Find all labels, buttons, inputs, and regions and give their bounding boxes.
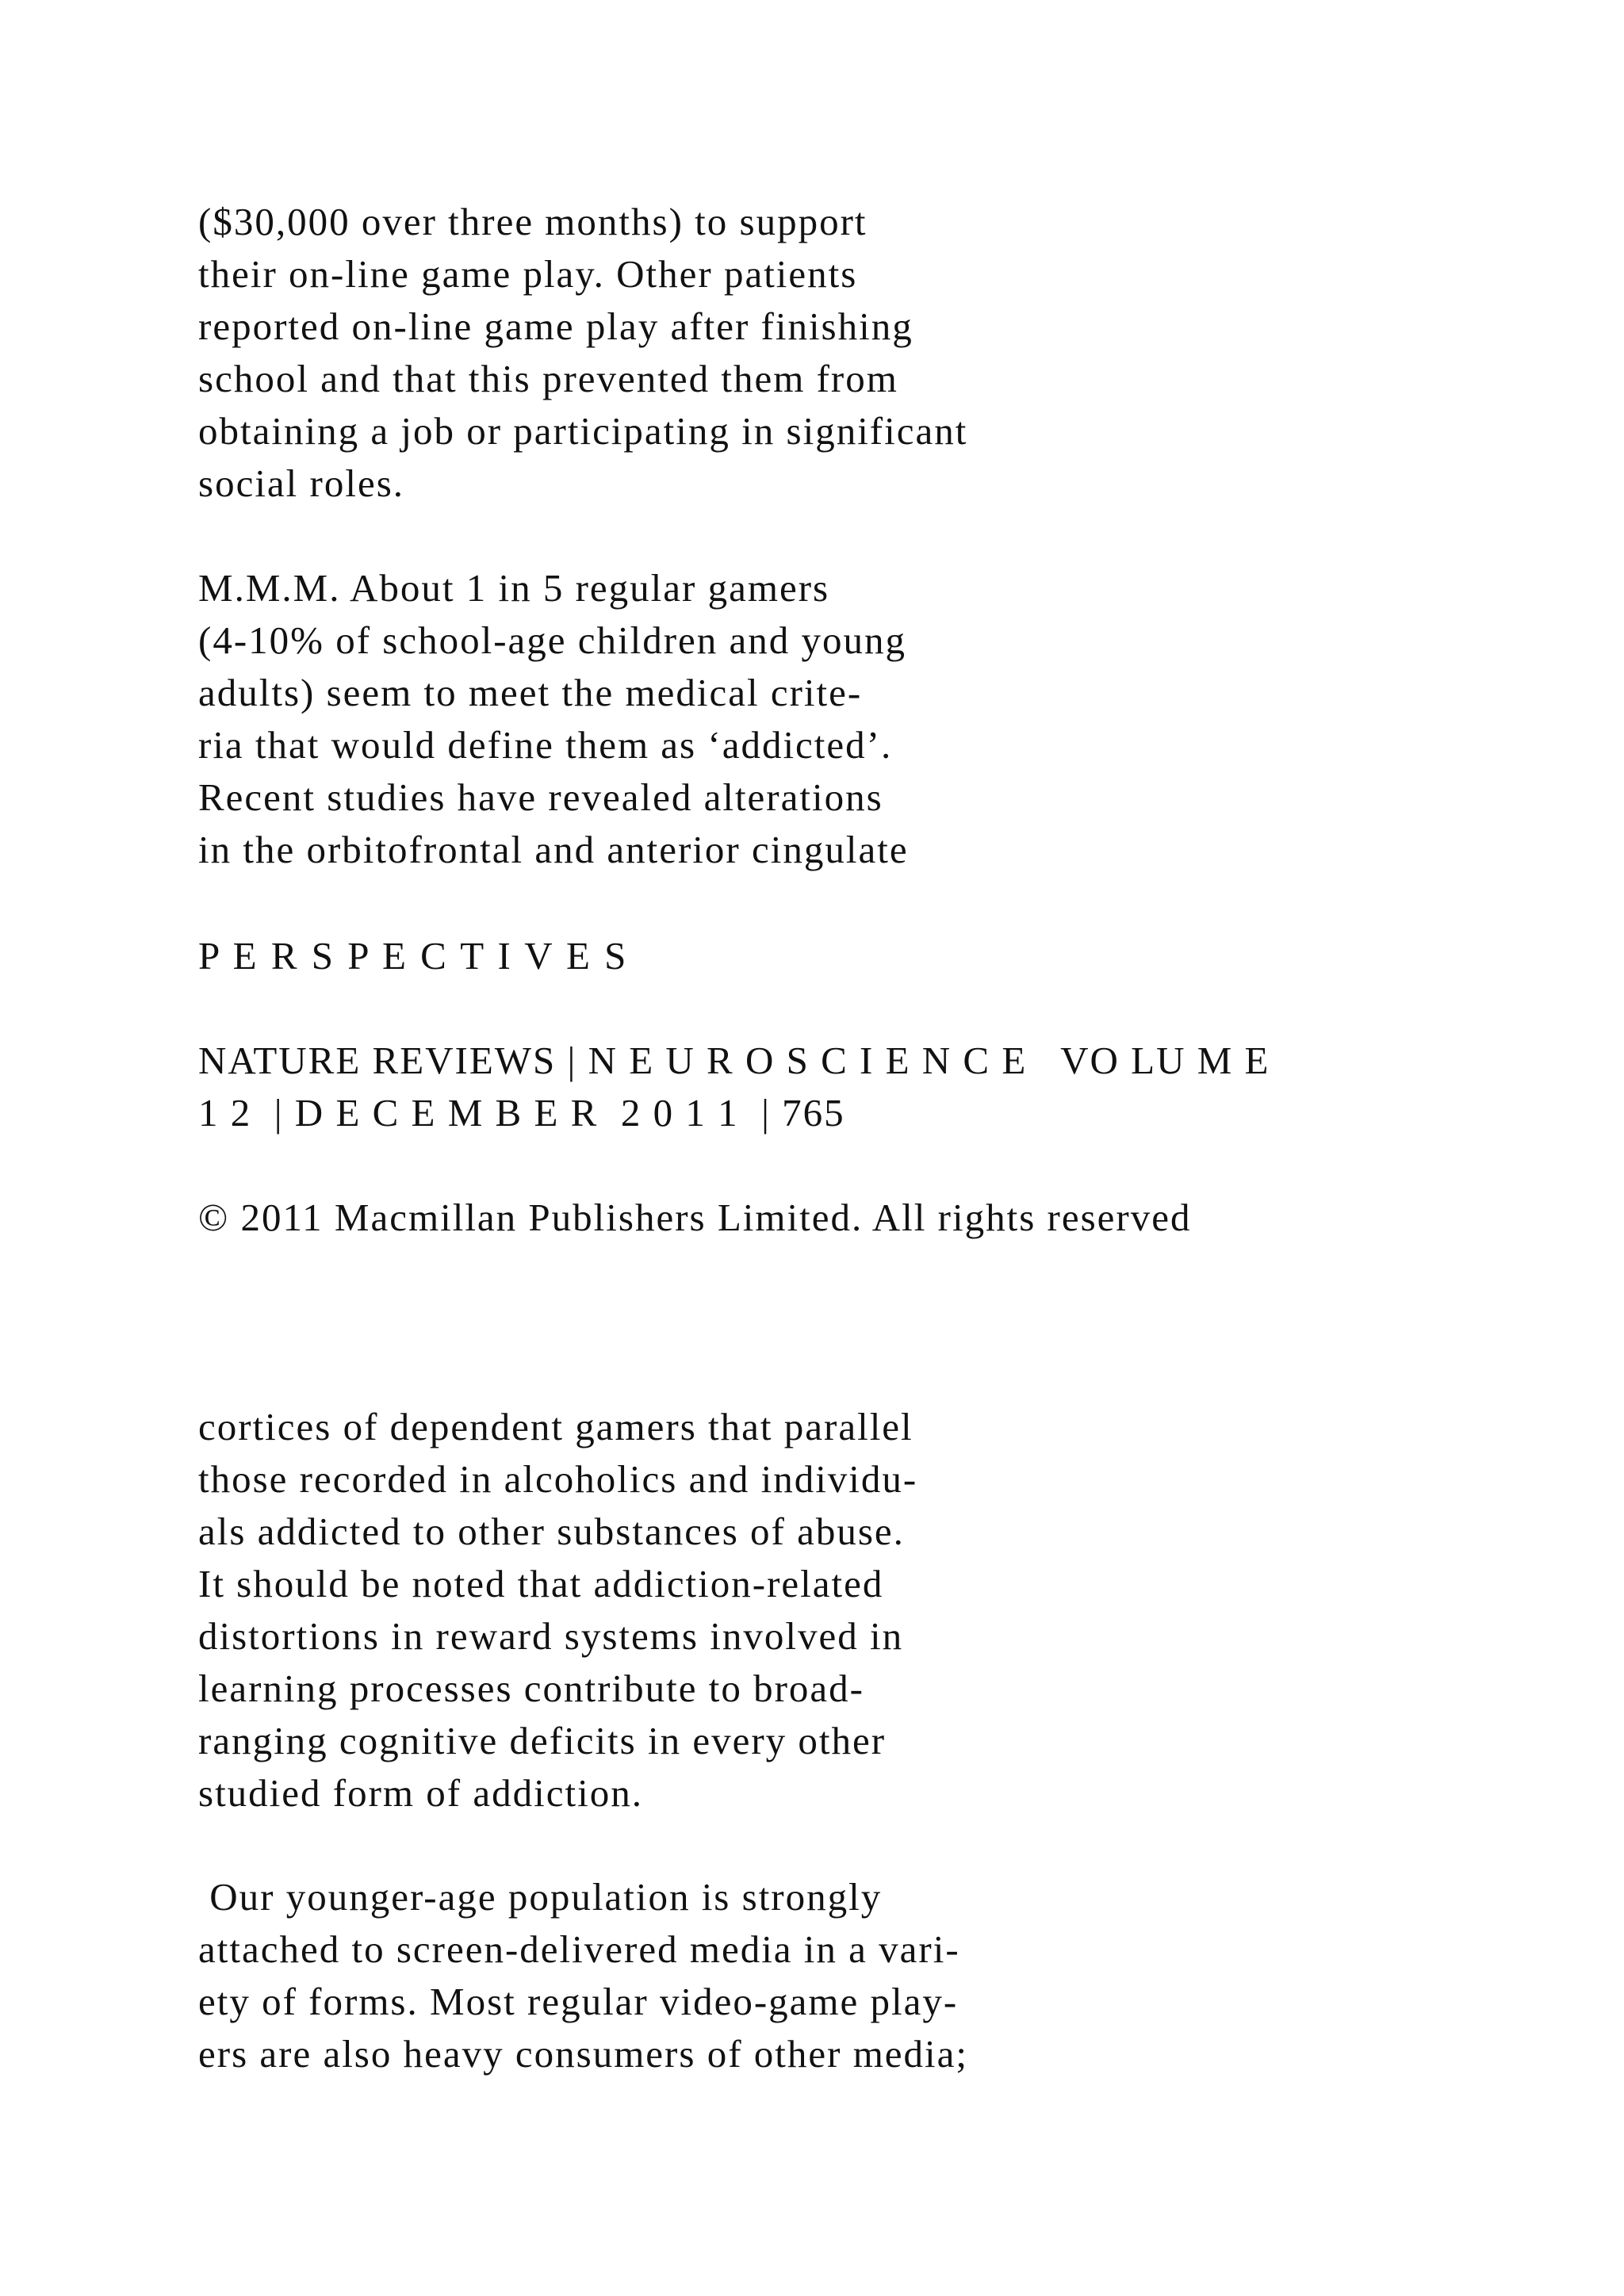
text-line: als addicted to other substances of abuse. bbox=[198, 1510, 905, 1553]
section-label-text: P E R S P E C T I V E S bbox=[198, 934, 629, 978]
text-line: social roles. bbox=[198, 461, 405, 505]
copyright-notice bbox=[198, 1192, 1191, 1244]
paragraph-mmm-answer bbox=[198, 562, 909, 876]
paragraph-cortices bbox=[198, 1401, 917, 1820]
text-line: those recorded in alcoholics and individu- bbox=[198, 1457, 918, 1501]
paragraph-younger-population bbox=[198, 1871, 968, 2080]
text-line: obtaining a job or participating in significant bbox=[198, 409, 968, 453]
text-line: learning processes contribute to broad- bbox=[198, 1667, 864, 1710]
text-line: ranging cognitive deficits in every other bbox=[198, 1719, 887, 1762]
text-line: (4-10% of school-age children and young bbox=[198, 618, 907, 662]
text-line: Recent studies have revealed alterations bbox=[198, 775, 883, 819]
text-line: school and that this prevented them from bbox=[198, 357, 898, 400]
paragraph-patient-reports bbox=[198, 196, 967, 510]
text-line: It should be noted that addiction-related bbox=[198, 1562, 884, 1605]
journal-footer bbox=[198, 1035, 1270, 1139]
text-line: in the orbitofrontal and anterior cingulate bbox=[198, 828, 909, 871]
text-line: M.M.M. About 1 in 5 regular gamers bbox=[198, 566, 830, 610]
text-line: cortices of dependent gamers that parallel bbox=[198, 1405, 914, 1448]
text-line: reported on-line game play after finishing bbox=[198, 304, 914, 348]
text-line: attached to screen-delivered media in a vari- bbox=[198, 1927, 960, 1971]
text-line: their on-line game play. Other patients bbox=[198, 252, 858, 296]
text-line: ety of forms. Most regular video-game play- bbox=[198, 1980, 959, 2023]
text-line: Our younger-age population is strongly bbox=[198, 1875, 883, 1919]
text-line: distortions in reward systems involved in bbox=[198, 1614, 904, 1658]
text-line: studied form of addiction. bbox=[198, 1771, 643, 1815]
text-line: ($30,000 over three months) to support bbox=[198, 200, 868, 243]
journal-footer-line: 1 2 | D E C E M B E R 2 0 1 1 | 765 bbox=[198, 1091, 845, 1135]
text-line: ers are also heavy consumers of other media; bbox=[198, 2032, 969, 2076]
section-label bbox=[198, 930, 628, 982]
copyright-text: © 2011 Macmillan Publishers Limited. All rights reserved bbox=[198, 1196, 1192, 1239]
text-line: ria that would define them as ‘addicted’. bbox=[198, 723, 893, 767]
text-line: adults) seem to meet the medical crite- bbox=[198, 671, 863, 714]
journal-footer-line: NATURE REVIEWS | N E U R O S C I E N C E VO LU M E bbox=[198, 1039, 1270, 1082]
